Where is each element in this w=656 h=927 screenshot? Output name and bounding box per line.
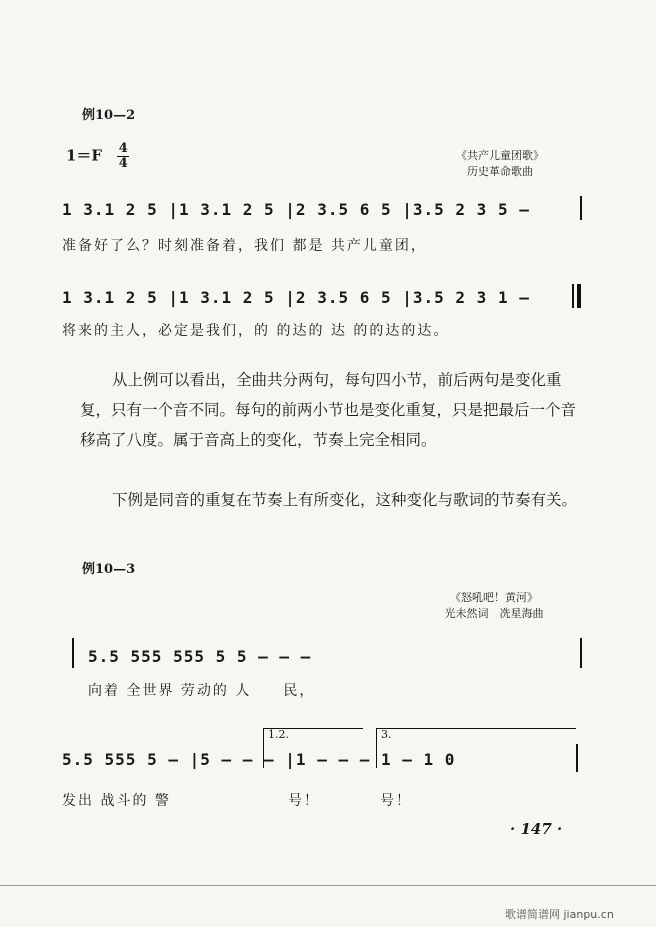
lyrics-line-4c: 号！ <box>380 793 412 809</box>
key-text: 1＝F <box>66 146 103 165</box>
notation-line-3: 5.5 555 555 5 5 – – – <box>88 647 312 666</box>
key-signature <box>66 142 129 171</box>
example-label-2: 例10—3 <box>82 562 136 577</box>
lyrics-line-3: 向着 全世界 劳动的 人 民， <box>88 683 316 699</box>
time-top: 4 <box>118 141 128 156</box>
body-paragraph-2: 下例是同音的重复在节奏上有所变化，这种变化与歌词的节奏有关。 <box>112 491 578 509</box>
time-bottom: 4 <box>118 156 128 171</box>
lyrics-line-2: 将来的主人，必定是我们，的 的达的 达 的的达的达。 <box>62 323 450 339</box>
lyrics-line-4a: 发出 战斗的 警 <box>62 793 171 809</box>
song-credit-2: 光未然词 冼星海曲 <box>444 607 544 620</box>
lyrics-line-4b: 号！ <box>288 793 320 809</box>
notation-line-4: 5.5 555 5 – |5 – – – |1 – – – 1 – 1 0 <box>62 750 456 769</box>
song-credit: 历史革命歌曲 <box>467 165 533 178</box>
body-paragraph-1: 从上例可以看出，全曲共分两句，每句四小节，前后两句是变化重复，只有一个音不同。每句的前两小节也是变化重复，只是把最后一个音移高了八度。属于音高上的变化，节奏上完全相同。 <box>80 371 577 449</box>
notation-line-2: 1 3.1 2 5 |1 3.1 2 5 |2 3.5 6 5 |3.5 2 3 1 – <box>62 288 530 307</box>
page-number: · 147 · <box>510 820 563 838</box>
watermark: 歌谱简谱网 jianpu.cn <box>505 908 614 921</box>
song-title: 《共产儿童团歌》 <box>456 149 544 162</box>
song-source-2 <box>424 590 564 622</box>
time-signature <box>117 142 129 171</box>
song-source <box>440 148 560 180</box>
song-title-2: 《怒吼吧！黄河》 <box>450 591 538 604</box>
volta-2: 3. <box>381 728 392 741</box>
volta-1: 1.2. <box>268 728 289 741</box>
notation-line-1: 1 3.1 2 5 |1 3.1 2 5 |2 3.5 6 5 |3.5 2 3 5 – <box>62 200 530 219</box>
example-label: 例10—2 <box>82 108 136 123</box>
lyrics-line-1: 准备好了么？时刻准备着，我们 都是 共产儿童团， <box>62 238 427 254</box>
